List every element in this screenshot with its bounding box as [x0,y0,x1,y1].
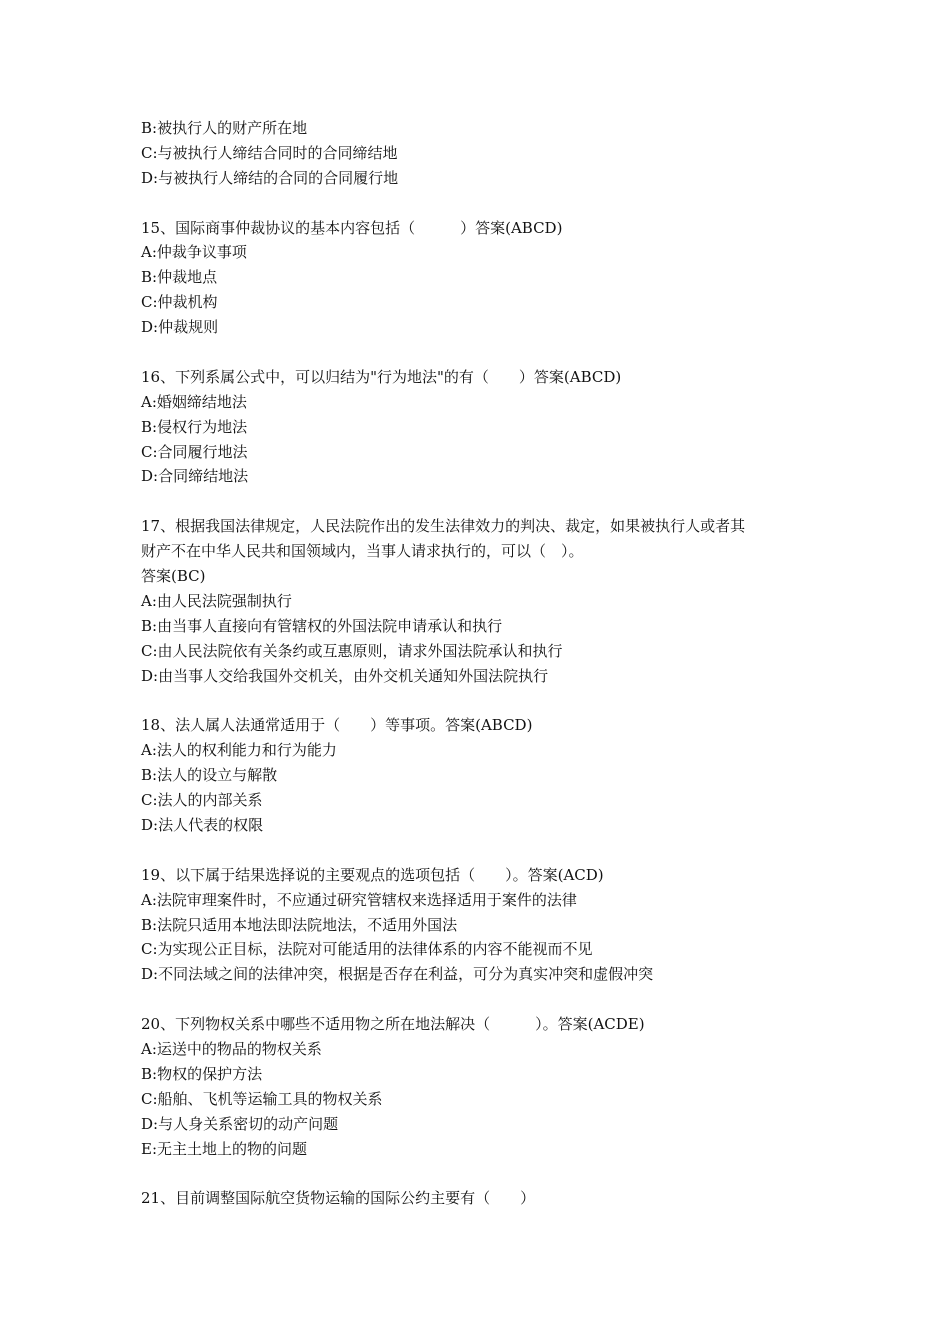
question-text: 15、国际商事仲裁协议的基本内容包括（ ）答案(ABCD) [141,218,563,237]
answer-option: A:运送中的物品的物权关系 [141,1039,322,1058]
paragraph-spacer [141,489,831,514]
question-list [141,116,831,1211]
question-text: 19、以下属于结果选择说的主要观点的选项包括（ ）。答案(ACD) [141,865,604,884]
question-text-continued: 财产不在中华人民共和国领域内，当事人请求执行的，可以（ ）。 [141,542,584,561]
answer-option: C:为实现公正目标，法院对可能适用的法律体系的内容不能视而不见 [141,940,593,959]
answer-option: C:法人的内部关系 [141,791,263,810]
answer-option: B:仲裁地点 [141,268,218,287]
answer-option: D:不同法域之间的法律冲突，根据是否存在利益，可分为真实冲突和虚假冲突 [141,965,654,984]
answer-option: B:被执行人的财产所在地 [141,119,308,137]
answer-option: C:与被执行人缔结合同时的合同缔结地 [141,143,398,162]
answer-option: D:合同缔结地法 [141,467,249,486]
question-text: 18、法人属人法通常适用于（ ）等事项。答案(ABCD) [141,716,533,735]
answer-option: D:与被执行人缔结的合同的合同履行地 [141,168,399,187]
answer-option: B:法人的设立与解散 [141,766,278,785]
question-text: 17、根据我国法律规定，人民法院作出的发生法律效力的判决、裁定，如果被执行人或者其 [141,517,746,536]
answer-option: A:由人民法院强制执行 [141,591,292,610]
answer-option: E:无主土地上的物的问题 [141,1139,308,1158]
answer-option: C:船舶、飞机等运输工具的物权关系 [141,1089,383,1108]
paragraph-spacer [141,688,831,713]
question-text: 16、下列系属公式中，可以归结为"行为地法"的有（ ）答案(ABCD) [141,367,622,386]
question-text: 20、下列物权关系中哪些不适用物之所在地法解决（ ）。答案(ACDE) [141,1015,645,1034]
answer-option: D:仲裁规则 [141,318,219,337]
answer-option: D:由当事人交给我国外交机关，由外交机关通知外国法院执行 [141,666,549,685]
answer-option: B:侵权行为地法 [141,417,248,436]
answer-option: C:仲裁机构 [141,293,218,312]
answer-option: A:婚姻缔结地法 [141,392,247,411]
answer-option: C:由人民法院依有关条约或互惠原则，请求外国法院承认和执行 [141,641,563,660]
answer-option: A:法人的权利能力和行为能力 [141,741,337,760]
paragraph-spacer [141,340,831,365]
answer-option: B:物权的保护方法 [141,1064,263,1083]
answer-option: B:由当事人直接向有管辖权的外国法院申请承认和执行 [141,616,503,635]
paragraph-spacer [141,838,831,863]
answer-option: D:法人代表的权限 [141,815,264,834]
paragraph-spacer [141,1161,831,1186]
answer-option: A:法院审理案件时，不应通过研究管辖权来选择适用于案件的法律 [141,890,577,909]
question-text-continued: 答案(BC) [141,567,206,586]
answer-option: C:合同履行地法 [141,442,248,461]
question-text: 21、目前调整国际航空货物运输的国际公约主要有（ ） [141,1189,536,1208]
answer-option: D:与人身关系密切的动产问题 [141,1114,339,1133]
paragraph-spacer [141,191,831,216]
paragraph-spacer [141,987,831,1012]
answer-option: A:仲裁争议事项 [141,243,247,262]
document-page [141,116,831,1211]
answer-option: B:法院只适用本地法即法院地法，不适用外国法 [141,915,458,934]
